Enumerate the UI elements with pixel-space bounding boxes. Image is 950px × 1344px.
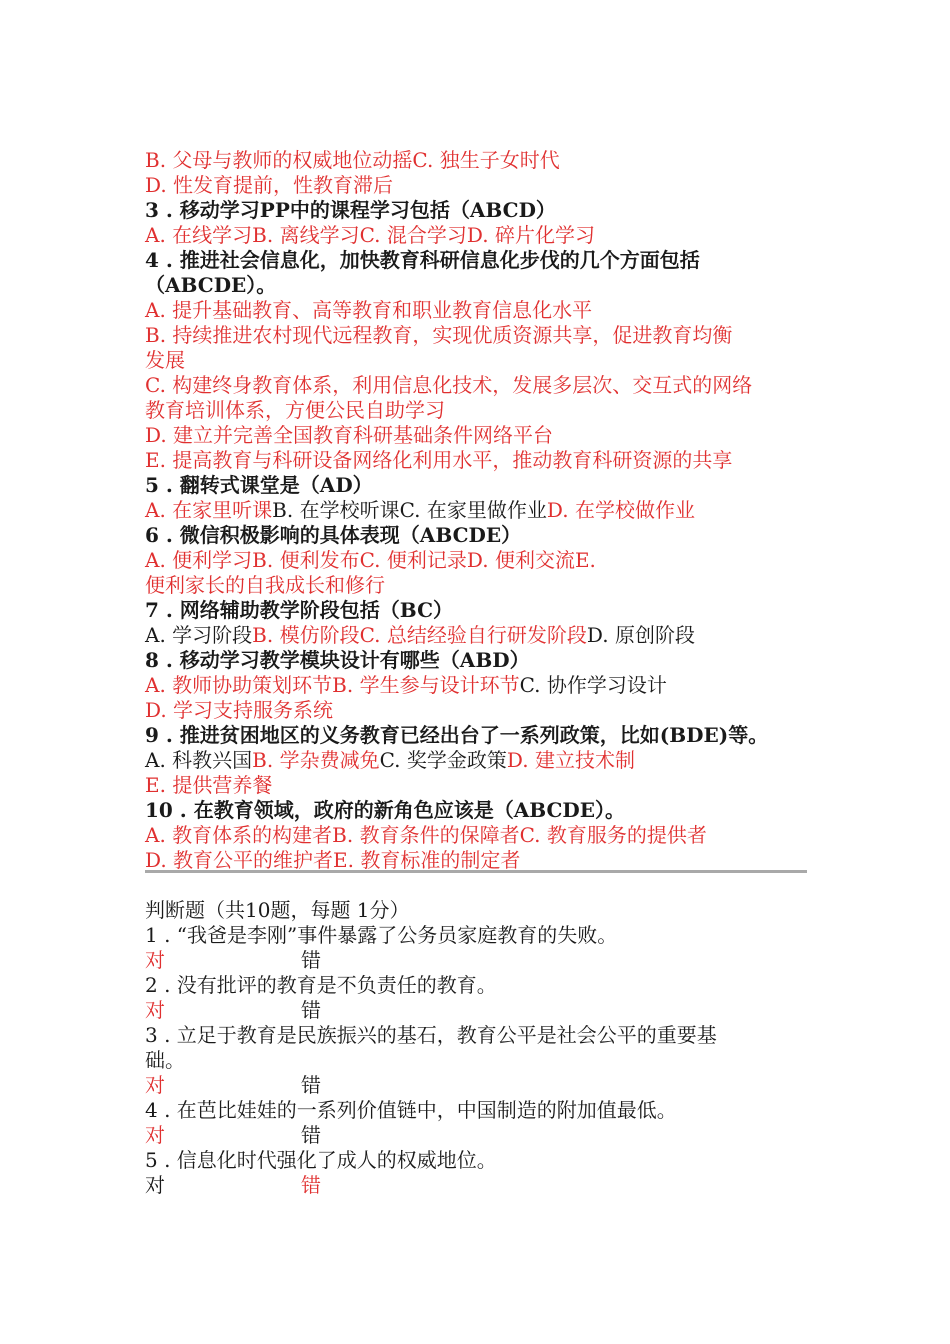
answer-text: C. 总结经验自行研发阶段 <box>359 623 587 647</box>
answer-text: D. 性发育提前，性教育滞后 <box>145 173 394 197</box>
text-line <box>145 748 635 772</box>
line-text: A. 科教兴国 <box>145 748 253 772</box>
line-text: 错 <box>301 1073 321 1097</box>
text-line <box>145 1048 185 1072</box>
answer-text: A. 教育体系的构建者 <box>145 823 333 847</box>
answer-text: A. 教师协助策划环节 <box>145 673 333 697</box>
line-text: 础。 <box>145 1048 185 1072</box>
line-text: A. 学习阶段 <box>145 623 253 647</box>
text-line <box>145 923 617 947</box>
answer-text: 发展 <box>145 348 185 372</box>
answer-text: B. 学杂费减免 <box>252 748 380 772</box>
line-text: 对 <box>145 1173 165 1197</box>
text-line <box>145 273 276 297</box>
text-line <box>145 848 520 872</box>
answer-text: D. 学习支持服务系统 <box>145 698 334 722</box>
text-line <box>145 1148 497 1172</box>
text-line <box>145 348 185 372</box>
text-line <box>145 248 700 272</box>
text-line <box>145 648 530 672</box>
text-line <box>145 448 732 472</box>
answer-text: D. 教育公平的维护者 <box>145 848 334 872</box>
answer-text: B. 学生参与设计环节 <box>332 673 520 697</box>
text-line <box>145 998 321 1022</box>
answer-text: A. 在线学习 <box>145 223 253 247</box>
answer-text: 对 <box>145 1073 165 1097</box>
line-text: 5 . 翻转式课堂是（AD） <box>145 473 373 497</box>
line-text: 错 <box>301 948 321 972</box>
answer-text: C. 教育服务的提供者 <box>519 823 707 847</box>
answer-text: 对 <box>145 948 165 972</box>
answer-text: 便利家长的自我成长和修行 <box>145 573 385 597</box>
text-line <box>145 323 732 347</box>
answer-text: C. 便利记录 <box>359 548 467 572</box>
answer-text: 对 <box>145 1123 165 1147</box>
answer-text: B. 离线学习 <box>252 223 360 247</box>
text-line <box>145 423 553 447</box>
text-line <box>145 673 667 697</box>
answer-text: B. 便利发布 <box>252 548 360 572</box>
line-text: 7 . 网络辅助教学阶段包括（BC） <box>145 598 453 622</box>
text-line <box>145 798 625 822</box>
text-line <box>145 148 560 172</box>
line-text: 3 . 立足于教育是民族振兴的基石，教育公平是社会公平的重要基 <box>145 1023 717 1047</box>
text-line <box>145 548 596 572</box>
line-text: 5 . 信息化时代强化了成人的权威地位。 <box>145 1148 497 1172</box>
line-text: 10 . 在教育领域，政府的新角色应该是（ABCDE）。 <box>145 798 626 822</box>
answer-text: 对 <box>145 998 165 1022</box>
line-text: D. 原创阶段 <box>586 623 695 647</box>
answer-text: B. 父母与教师的权威地位动摇 <box>145 148 413 172</box>
text-line <box>145 598 453 622</box>
text-line <box>145 523 521 547</box>
line-text: C. 奖学金政策 <box>379 748 507 772</box>
answer-text: E. 提高教育与科研设备网络化利用水平，推动教育科研资源的共享 <box>145 448 733 472</box>
line-text: 4 . 在芭比娃娃的一系列价值链中，中国制造的附加值最低。 <box>145 1098 677 1122</box>
text-line <box>145 298 592 322</box>
answer-text: B. 教育条件的保障者 <box>332 823 520 847</box>
line-text: （ABCDE）。 <box>145 273 277 297</box>
line-text: B. 在学校听课 <box>272 498 400 522</box>
text-line <box>145 1123 321 1147</box>
answer-text: D. 建立技术制 <box>506 748 635 772</box>
answer-text: C. 独生子女时代 <box>412 148 560 172</box>
answer-text: D. 建立并完善全国教育科研基础条件网络平台 <box>145 423 554 447</box>
answer-text: C. 混合学习 <box>359 223 467 247</box>
text-line <box>145 223 595 247</box>
line-text: 4 . 推进社会信息化，加快教育科研信息化步伐的几个方面包括 <box>145 248 700 272</box>
text-line <box>145 948 321 972</box>
text-line <box>145 773 272 797</box>
answer-text: E. 提供营养餐 <box>145 773 273 797</box>
answer-text: D. 在学校做作业 <box>546 498 695 522</box>
answer-text: C. 构建终身教育体系，利用信息化技术，发展多层次、交互式的网络 <box>145 373 753 397</box>
text-line <box>145 698 333 722</box>
text-line <box>145 473 373 497</box>
line-text: 2 . 没有批评的教育是不负责任的教育。 <box>145 973 497 997</box>
text-line <box>145 498 695 522</box>
answer-text: E. <box>574 548 596 572</box>
answer-text: 错 <box>301 1173 321 1197</box>
line-text: 错 <box>301 998 321 1022</box>
text-line <box>145 1173 321 1197</box>
text-line <box>145 398 445 422</box>
text-line <box>145 823 707 847</box>
line-text: 9 . 推进贫困地区的义务教育已经出台了一系列政策，比如(BDE)等。 <box>145 723 769 747</box>
answer-text: A. 在家里听课 <box>145 498 273 522</box>
line-text: 6 . 微信积极影响的具体表现（ABCDE） <box>145 523 522 547</box>
line-text: 8 . 移动学习教学模块设计有哪些（ABD） <box>145 648 530 672</box>
answer-text: A. 提升基础教育、高等教育和职业教育信息化水平 <box>145 298 593 322</box>
line-text: C. 在家里做作业 <box>399 498 547 522</box>
text-line <box>145 1098 677 1122</box>
text-line <box>145 173 393 197</box>
text-line <box>145 973 497 997</box>
answer-text: 教育培训体系，方便公民自助学习 <box>145 398 445 422</box>
line-text: 1 . “我爸是李刚”事件暴露了公务员家庭教育的失败。 <box>145 923 618 947</box>
text-line <box>145 1023 717 1047</box>
answer-text: E. 教育标准的制定者 <box>333 848 521 872</box>
answer-text: B. 持续推进农村现代远程教育，实现优质资源共享，促进教育均衡 <box>145 323 733 347</box>
line-text: 3 . 移动学习PP中的课程学习包括（ABCD） <box>145 198 556 222</box>
line-text: 错 <box>301 1123 321 1147</box>
text-line <box>145 573 385 597</box>
text-line <box>145 723 768 747</box>
text-line <box>145 198 556 222</box>
answer-text: B. 模仿阶段 <box>252 623 360 647</box>
text-line <box>145 1073 321 1097</box>
text-line <box>145 898 410 922</box>
text-line <box>145 373 752 397</box>
line-text: 判断题（共10题，每题 1分） <box>145 898 410 922</box>
text-line <box>145 623 695 647</box>
answer-text: D. 碎片化学习 <box>466 223 595 247</box>
section-divider <box>145 870 807 873</box>
answer-text: D. 便利交流 <box>466 548 575 572</box>
answer-text: A. 便利学习 <box>145 548 253 572</box>
line-text: C. 协作学习设计 <box>519 673 667 697</box>
